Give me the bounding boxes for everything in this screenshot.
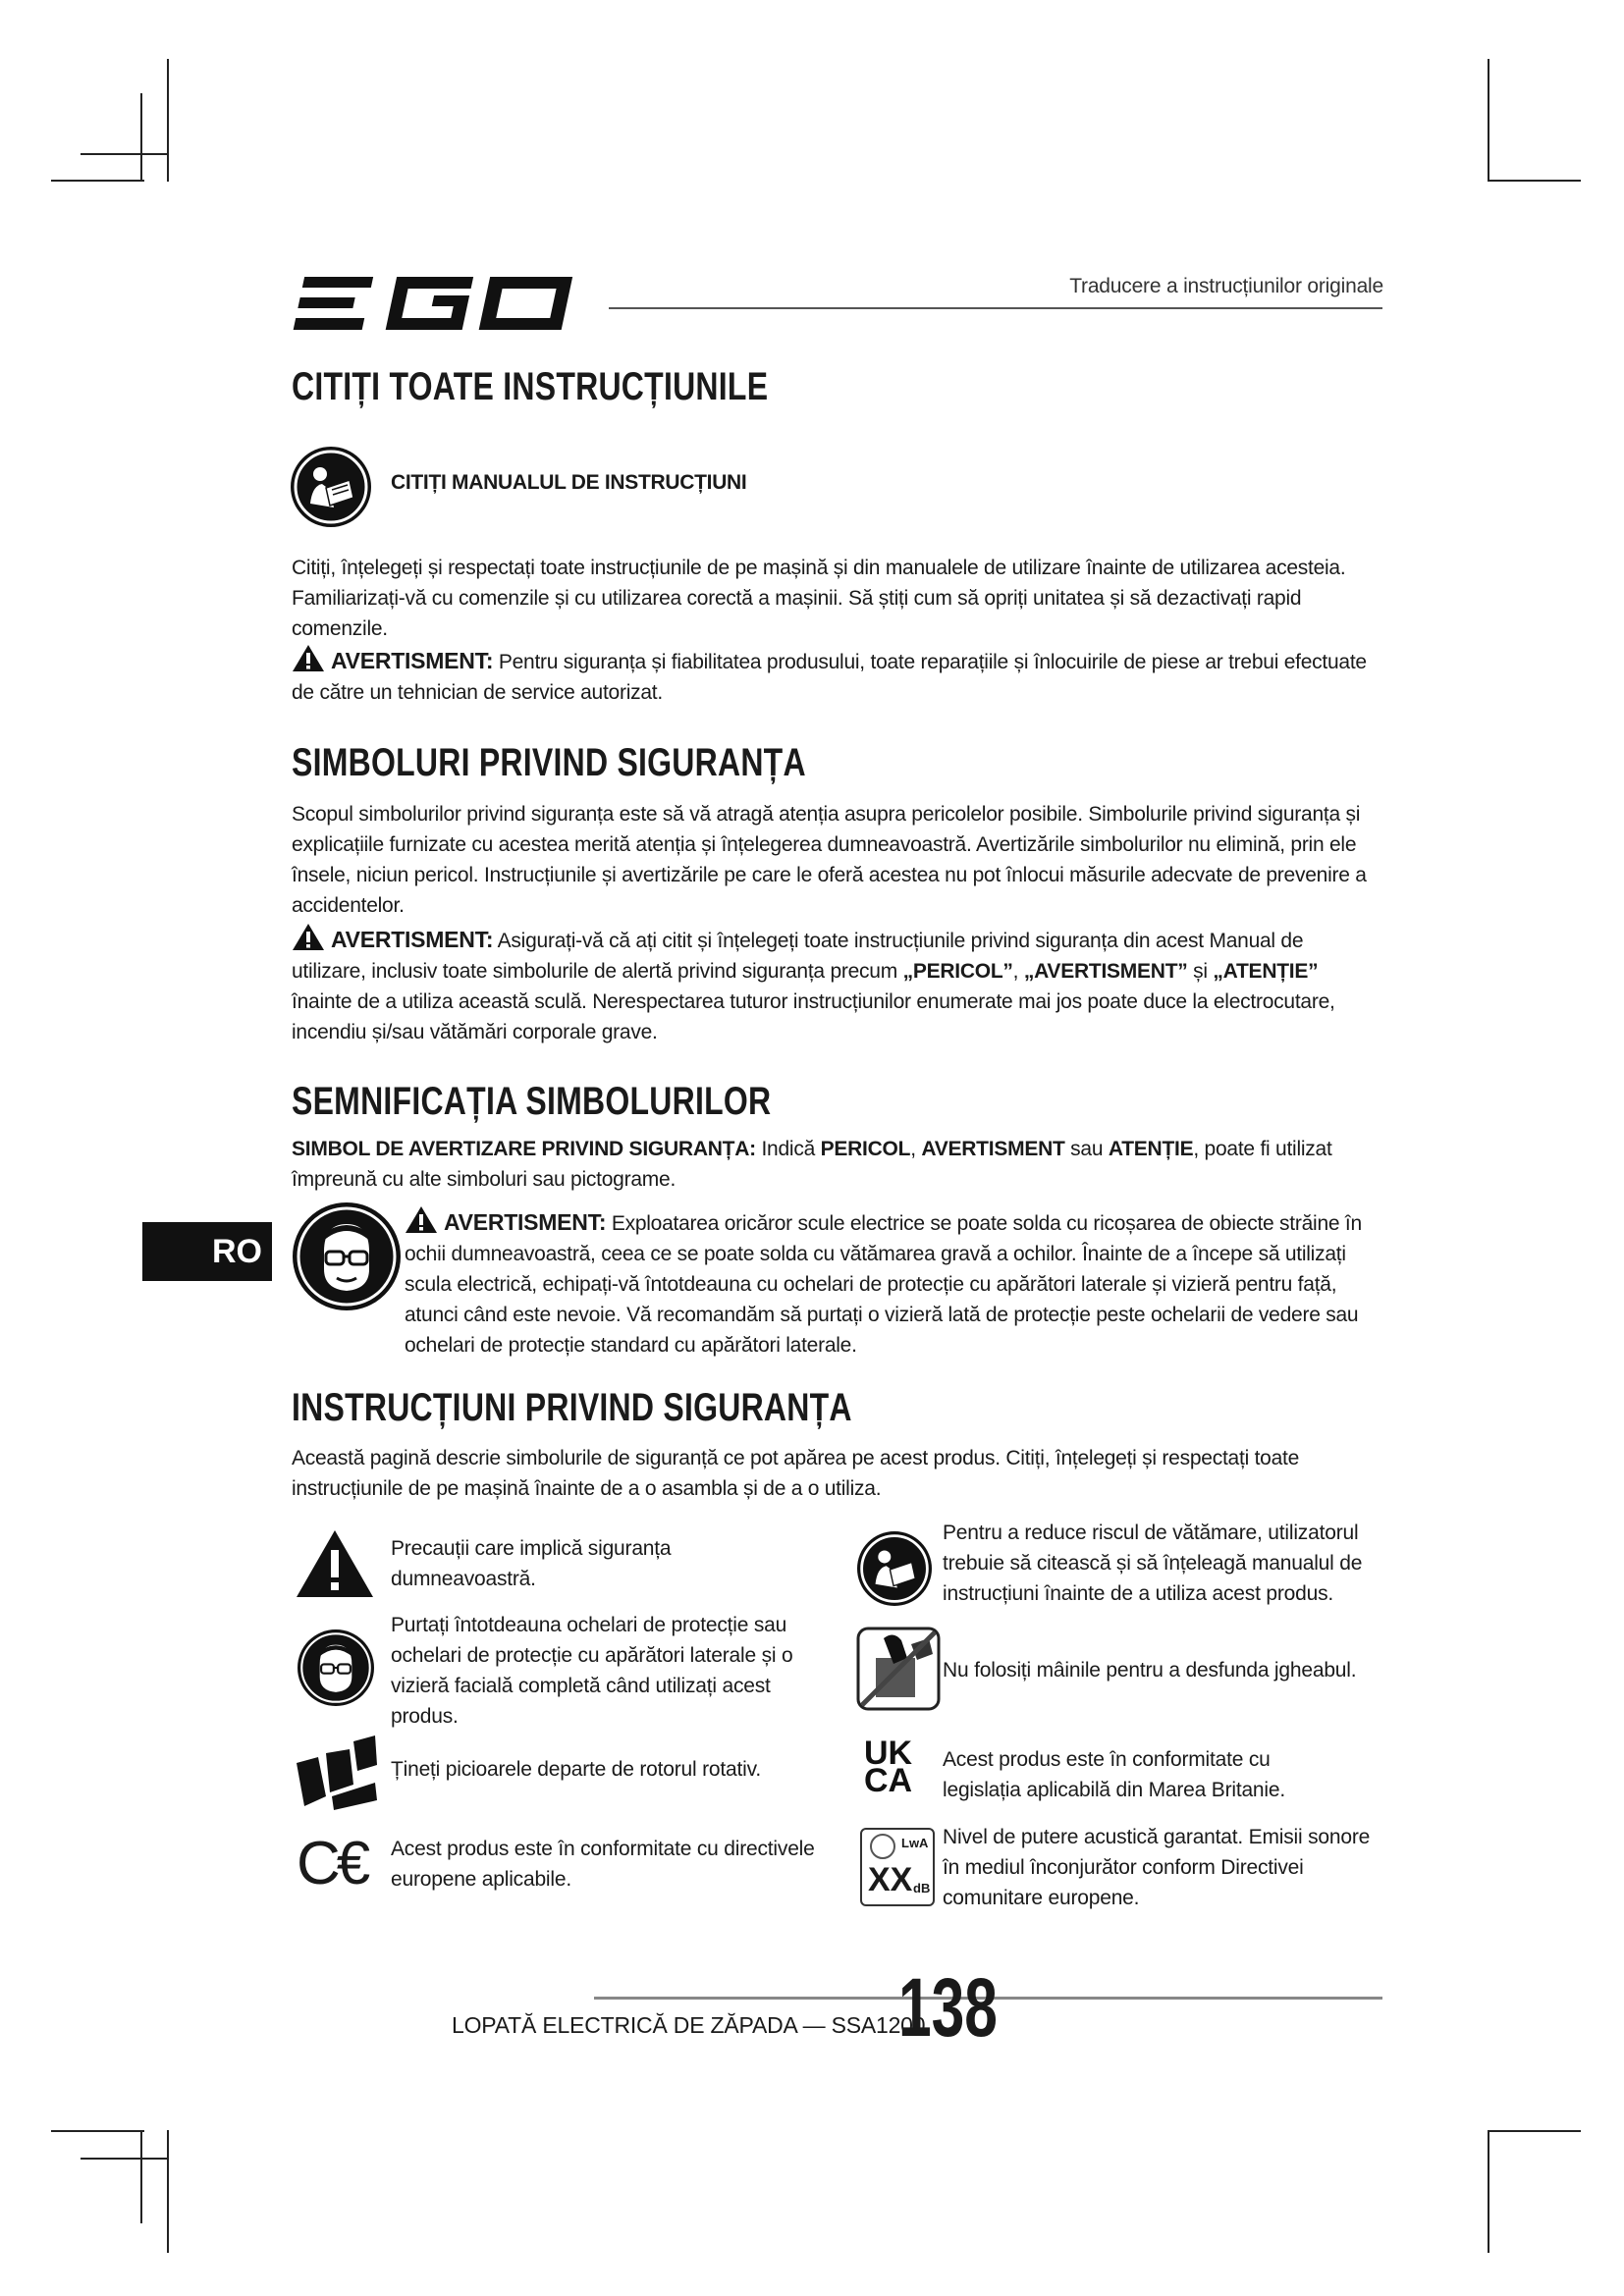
symbol-desc: Țineți picioarele departe de rotorul rotativ.	[391, 1758, 761, 1781]
symbol-desc: Nivel de putere acustică garantat. Emisii sonore în mediul înconjurător conform Directivei comunitare europene.	[943, 1826, 1371, 1909]
warning-word: „AVERTISMENT”	[1023, 960, 1188, 983]
section4-paragraph: Această pagină descrie simbolurile de siguranță ce pot apărea pe acest produs. Citiți, înțelegeți și respectați toate instrucțiunile de pe mașină înainte de a o asambla și de a o utiliza.	[292, 1447, 1300, 1500]
read-manual-icon	[291, 447, 371, 527]
ukca-line2: CA	[864, 1762, 913, 1799]
crop-mark	[140, 2130, 142, 2223]
crop-mark	[81, 153, 169, 155]
symbol-text: sau	[1064, 1138, 1109, 1160]
sound-db: dB	[913, 1881, 931, 1896]
page-number: 138	[898, 1961, 998, 2054]
speaker-icon	[870, 1834, 895, 1859]
symbol-desc: Precauții care implică siguranța dumneavoastră.	[391, 1537, 672, 1590]
ce-mark-icon: C€	[297, 1830, 367, 1897]
section-title-safety-instructions: INSTRUCȚIUNI PRIVIND SIGURANȚA	[292, 1386, 852, 1429]
section-title-read-instructions: CITIȚI TOATE INSTRUCȚIUNILE	[292, 365, 769, 408]
ego-logo-graphic	[290, 273, 584, 334]
sound-lwa: LwA	[901, 1836, 929, 1850]
crop-mark	[51, 2130, 144, 2132]
ukca-line1: UK	[864, 1735, 913, 1772]
symbol-label: SIMBOL DE AVERTIZARE PRIVIND SIGURANȚA:	[292, 1138, 756, 1160]
safety-glasses-icon	[298, 1629, 374, 1706]
symbol-text: ,	[910, 1138, 922, 1160]
section-title-symbol-meaning: SEMNIFICAȚIA SIMBOLURILOR	[292, 1080, 772, 1123]
section2-warning	[292, 923, 1381, 1047]
read-manual-label: CITIȚI MANUALUL DE INSTRUCȚIUNI	[391, 471, 747, 494]
section2-paragraph: Scopul simbolurilor privind siguranța este să vă atragă atenția asupra pericolelor posibile. Simbolurile privind siguranța și explicațiile furnizate cu acestea merită atenția și înțelegerea dumneavoastră. Avertizările simbolurilor nu elimină, prin ele însele, niciun pericol. Instrucțiunile și avertizările pe care le oferă acestea nu pot înlocui măsurile adecvate de prevenire a accidentelor.	[292, 803, 1367, 917]
header-note: Traducere a instrucțiunilor originale	[1069, 275, 1383, 297]
crop-mark	[51, 180, 144, 182]
header-rule	[609, 307, 1382, 309]
warning-text-2: înainte de a utiliza această sculă. Nerespectarea tuturor instrucțiunilor enumerate mai jos poate duce la electrocutare, incendiu și/sau vătămări corporale grave.	[292, 990, 1335, 1043]
warning-triangle-icon	[292, 923, 325, 951]
danger-word: PERICOL	[820, 1138, 911, 1160]
read-manual-icon	[857, 1531, 932, 1606]
symbol-desc: Purtați întotdeauna ochelari de protecție sau ochelari de protecție cu apărători laterale și o vizieră facială completă când utilizați acest produs.	[391, 1614, 793, 1728]
crop-mark	[1488, 59, 1489, 182]
crop-mark	[140, 93, 142, 182]
crop-mark	[167, 2130, 169, 2253]
section1-warning	[292, 644, 1381, 708]
language-tab: RO	[142, 1222, 272, 1281]
symbol-text: Indică	[755, 1138, 821, 1160]
footer-title: LOPATĂ ELECTRICĂ DE ZĂPADA — SSA1200	[452, 2012, 926, 2038]
warning-text: Exploatarea oricăror scule electrice se poate solda cu ricoșarea de obiecte străine în ochii dumneavoastră, ceea ce se poate solda cu vătămarea gravă a ochilor. Înainte de a începe să utilizați scula electrică, echipați-vă întotdeauna cu ochelari de protecție cu apărători laterale și vizieră pentru față, atunci când este nevoie. Vă recomandăm să purtați o vizieră lată de protecție peste ochelarii de vedere sau ochelari de protecție standard cu apărători laterale.	[405, 1212, 1362, 1357]
warning-text: Pentru siguranța și fiabilitatea produsului, toate reparațiile și înlocuirile de piese ar trebui efectuate de către un tehnician de service autorizat.	[292, 651, 1367, 704]
crop-mark	[1488, 2130, 1489, 2253]
caution-word: „ATENȚIE”	[1213, 960, 1319, 983]
symbol-text: , poate fi utilizat împreună cu alte simboluri sau pictograme.	[292, 1138, 1332, 1191]
crop-mark	[81, 2158, 169, 2160]
ego-logo	[290, 273, 584, 334]
crop-mark	[1488, 180, 1581, 182]
rotor-feet-icon	[293, 1734, 381, 1812]
danger-word: „PERICOL”	[902, 960, 1013, 983]
ukca-mark-icon	[864, 1735, 923, 1799]
crop-mark	[1488, 2130, 1581, 2132]
symbol-desc: Acest produs este în conformitate cu directivele europene aplicabile.	[391, 1838, 815, 1891]
warning-label: AVERTISMENT:	[444, 1209, 607, 1235]
warning-triangle-icon	[292, 644, 325, 672]
section1-paragraph: Citiți, înțelegeți și respectați toate instrucțiunile de pe mașină și din manualele de utilizare înainte de utilizarea acesteia. Familiarizați-vă cu comenzile și cu utilizarea corectă a mașinii. Să știți cum să opriți unitatea și să dezactivați rapid comenzile.	[292, 557, 1346, 640]
sound-value: XX	[868, 1861, 913, 1898]
separator: și	[1187, 960, 1214, 983]
separator: ,	[1012, 960, 1024, 983]
caution-word: ATENȚIE	[1108, 1138, 1194, 1160]
warning-triangle-icon	[295, 1528, 375, 1599]
warning-triangle-icon	[405, 1205, 438, 1234]
warning-text-1: Asigurați-vă că ați citit și înțelegeți toate instrucțiunile privind siguranța din acest Manual de utilizare, inclusiv toate simbolurile de alertă privind siguranța precum	[292, 930, 1304, 983]
section3-symbol-paragraph	[292, 1134, 1381, 1195]
warning-word: AVERTISMENT	[921, 1138, 1065, 1160]
warning-label: AVERTISMENT:	[331, 648, 494, 673]
sound-power-icon	[860, 1828, 935, 1906]
section3-warning	[405, 1205, 1381, 1361]
symbol-desc: Acest produs este în conformitate cu legislația aplicabilă din Marea Britanie.	[943, 1748, 1285, 1801]
no-hands-chute-icon	[854, 1625, 943, 1713]
symbol-desc: Pentru a reduce riscul de vătămare, utilizatorul trebuie să citească și să înțeleagă manualul de instrucțiuni înainte de a utiliza acest produs.	[943, 1522, 1363, 1605]
section-title-safety-symbols: SIMBOLURI PRIVIND SIGURANȚA	[292, 741, 806, 784]
warning-label: AVERTISMENT:	[331, 927, 494, 952]
symbol-desc: Nu folosiți mâinile pentru a desfunda jgheabul.	[943, 1659, 1357, 1682]
safety-glasses-icon	[293, 1202, 401, 1310]
crop-mark	[167, 59, 169, 182]
